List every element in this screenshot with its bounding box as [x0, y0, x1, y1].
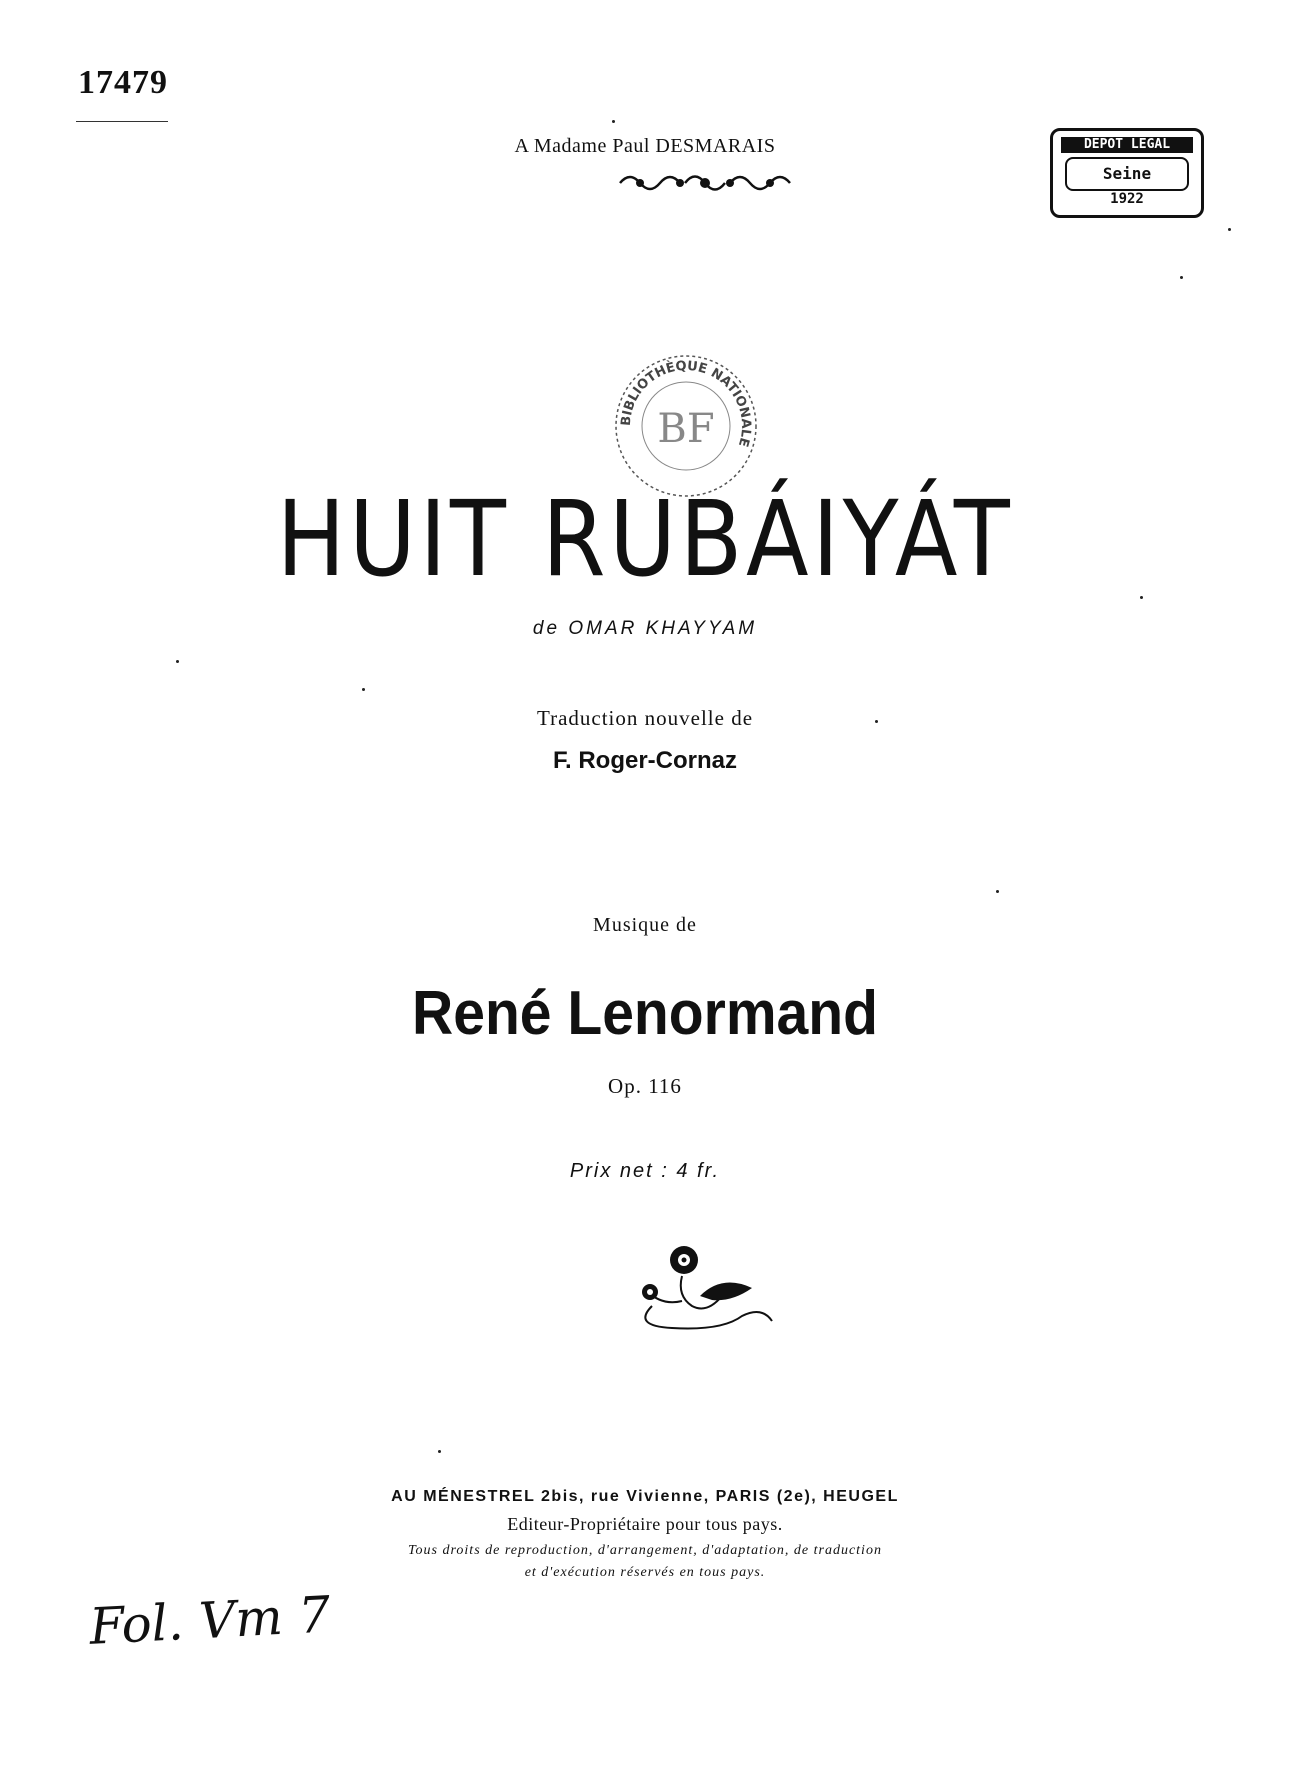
opus-number: Op. 116	[608, 1074, 682, 1098]
price: Prix net : 4 fr.	[569, 1160, 721, 1182]
speck	[362, 688, 365, 691]
publisher-rights: Editeur-Propriétaire pour tous pays.	[507, 1514, 783, 1534]
translator-name: F. Roger-Cornaz	[552, 747, 737, 774]
ornament-top-icon	[615, 168, 795, 198]
stamp-line-2: Seine	[1065, 157, 1189, 191]
speck	[875, 720, 878, 723]
translation-label: Traduction nouvelle de	[536, 706, 754, 730]
stamp-line-3: 1922	[1110, 191, 1144, 207]
copyright-notice-2: et d'exécution réservés en tous pays.	[524, 1565, 766, 1580]
depot-legal-stamp	[1050, 128, 1204, 218]
byline: de OMAR KHAYYAM	[532, 618, 758, 639]
shelfmark-bottom: Fol. Vm 7	[88, 1585, 332, 1656]
shelfmark-underline	[76, 121, 168, 122]
dedication: A Madame Paul DESMARAIS	[514, 135, 776, 157]
speck	[996, 890, 999, 893]
composer-name: René Lenormand	[412, 979, 878, 1048]
speck	[438, 1450, 441, 1453]
flower-ornament-icon	[622, 1236, 782, 1336]
speck	[1180, 276, 1183, 279]
music-label: Musique de	[593, 914, 697, 936]
stamp-line-1: DEPOT LEGAL	[1061, 137, 1193, 153]
shelfmark-top: 17479	[78, 64, 168, 101]
round-stamp-ring-text: BIBLIOTHÈQUE NATIONALE	[618, 358, 754, 449]
speck	[1140, 596, 1143, 599]
speck	[1228, 228, 1231, 231]
copyright-notice-1: Tous droits de reproduction, d'arrangement, d'adaptation, de traduction	[408, 1543, 882, 1558]
round-stamp-center: BF	[657, 406, 715, 452]
page-title: HUIT RUBÁIYÁT	[276, 478, 1014, 600]
speck	[176, 660, 179, 663]
speck	[612, 120, 615, 123]
publisher-address: AU MÉNESTREL 2bis, rue Vivienne, PARIS (2e), HEUGEL	[391, 1488, 899, 1505]
